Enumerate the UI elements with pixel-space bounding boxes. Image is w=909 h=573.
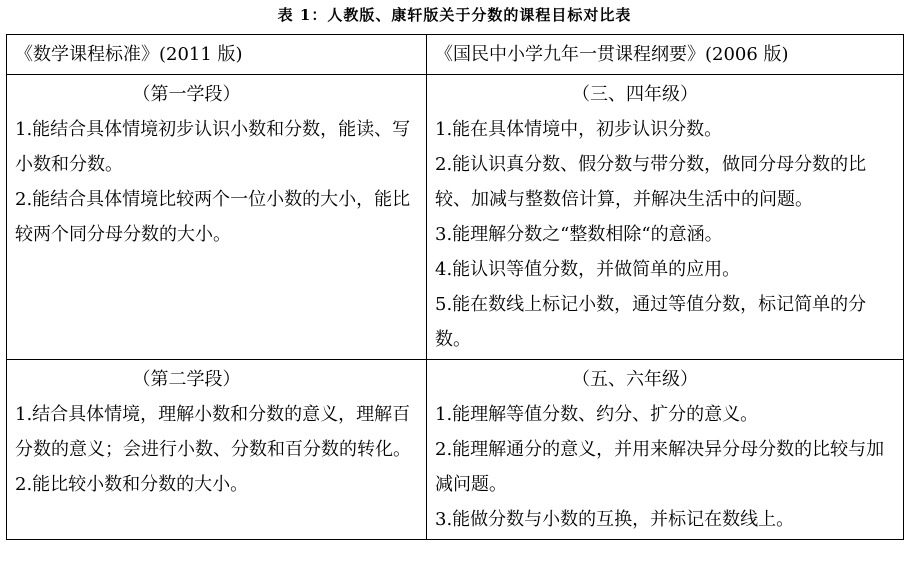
goal-item: 1.能理解等值分数、约分、扩分的意义。 — [435, 404, 759, 425]
goal-item: 1.能结合具体情境初步认识小数和分数，能读、写小数和分数。 — [15, 119, 411, 175]
table-header-row — [7, 35, 904, 75]
goal-item: 3.能理解分数之“整数相除“的意涵。 — [435, 224, 723, 245]
goal-item: 5.能在数线上标记小数，通过等值分数，标记简单的分数。 — [435, 294, 867, 350]
stage-label: （第二学段） — [132, 369, 241, 390]
goal-item: 1.结合具体情境，理解小数和分数的意义，理解百分数的意义；会进行小数、分数和百分数的转化。 — [15, 404, 411, 460]
stage-label: （第一学段） — [132, 84, 241, 105]
table-caption: 表 1：人教版、康轩版关于分数的课程目标对比表 — [277, 6, 632, 24]
comparison-table — [6, 34, 904, 540]
cell-stage2-left — [7, 360, 427, 540]
stage-label: （五、六年级） — [572, 369, 698, 390]
goal-item: 2.能比较小数和分数的大小。 — [15, 474, 249, 495]
goal-item: 4.能认识等值分数，并做简单的应用。 — [435, 259, 741, 280]
cell-stage2-right — [427, 360, 904, 540]
goal-item: 2.能认识真分数、假分数与带分数，做同分母分数的比较、加减与整数倍计算，并解决生活中的问题。 — [435, 154, 867, 210]
table-row — [7, 75, 904, 360]
goal-item: 2.能结合具体情境比较两个一位小数的大小，能比较两个同分母分数的大小。 — [15, 189, 411, 245]
cell-stage1-right — [427, 75, 904, 360]
table-row — [7, 360, 904, 540]
goal-item: 3.能做分数与小数的互换，并标记在数线上。 — [435, 509, 795, 530]
cell-stage1-left — [7, 75, 427, 360]
header-cell-right: 《国民中小学九年一贯课程纲要》(2006 版) — [427, 35, 904, 75]
header-cell-left: 《数学课程标准》(2011 版) — [7, 35, 427, 75]
goal-item: 2.能理解通分的意义，并用来解决异分母分数的比较与加减问题。 — [435, 439, 885, 495]
goal-item: 1.能在具体情境中，初步认识分数。 — [435, 119, 723, 140]
stage-label: （三、四年级） — [572, 84, 698, 105]
